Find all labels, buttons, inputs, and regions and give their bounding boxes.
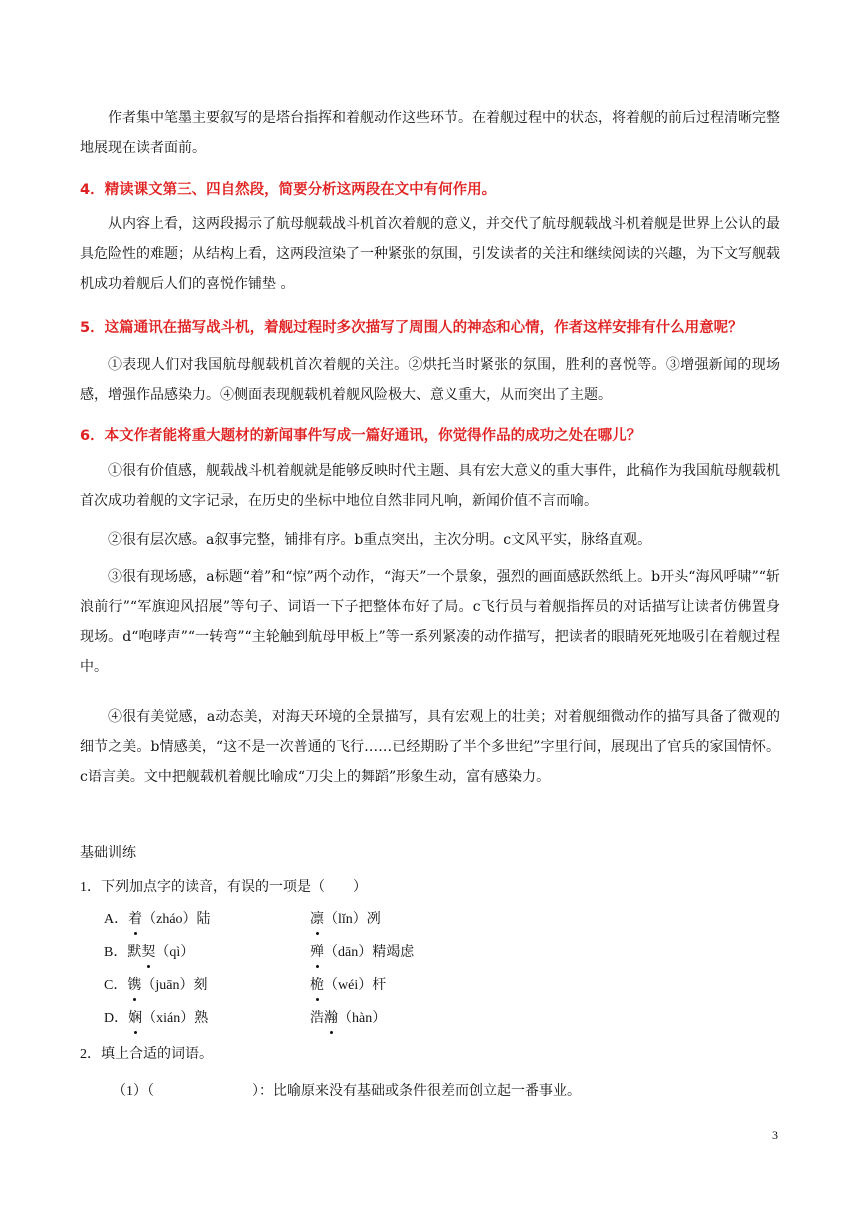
dotted-char: 桅 <box>310 974 324 998</box>
option-b-right: 殚（dān）精竭虑 <box>310 941 414 965</box>
dotted-char: 着 <box>128 908 142 932</box>
option-a-right: 凛（lǐn）冽 <box>310 908 381 932</box>
question-6: 6．本文作者能将重大题材的新闻事件写成一篇好通讯，你觉得作品的成功之处在哪儿？ <box>80 428 642 444</box>
answer-6-part-2: ②很有层次感。a叙事完整，铺排有序。b重点突出，主次分明。c文风平实，脉络直观。 <box>108 532 652 548</box>
answer-5: ①表现人们对我国航母舰载机首次着舰的关注。②烘托当时紧张的氛围，胜利的喜悦等。③增强新闻的现场感，增强作品感染力。④侧面表现舰载机着舰风险极大、意义重大，从而突出了主题。 <box>80 357 780 403</box>
dotted-char: 镌 <box>127 974 141 998</box>
page-number: 3 <box>772 1128 778 1142</box>
dotted-char: 殚 <box>310 941 324 965</box>
training-question-2: 2．填上合适的词语。 <box>80 1047 213 1062</box>
dotted-char: 契 <box>141 941 155 965</box>
training-question-2-item-1: （1）（ ）：比喻原来没有基础或条件很差而创立起一番事业。 <box>112 1084 581 1099</box>
question-4: 4．精读课文第三、四自然段，简要分析这两段在文中有何作用。 <box>80 182 497 198</box>
answer-4: 从内容上看，这两段揭示了航母舰载战斗机首次着舰的意义，并交代了航母舰载战斗机着舰是世界上公认的最具危险性的难题；从结构上看，这两段渲染了一种紧张的氛围，引发读者的关注和继续阅读的兴趣，为下文写舰载机成功着舰后人们的喜悦作铺垫 。 <box>80 216 780 292</box>
option-c-right: 桅（wéi）杆 <box>310 974 386 998</box>
dotted-char: 瀚 <box>324 1007 338 1031</box>
option-b-left: B．默契（qì） <box>104 941 194 965</box>
option-a-left: A．着（zháo）陆 <box>104 908 211 932</box>
dotted-char: 娴 <box>128 1007 142 1031</box>
answer-6-part-3: ③很有现场感，a标题“着”和“惊”两个动作，“海天”一个景象，强烈的画面感跃然纸上。b开头“海风呼啸”“斩浪前行”“军旗迎风招展”等句子、词语一下子把整体布好了局。c飞行员与着舰指挥员的对话描写让读者仿佛置身现场。d“咆哮声”“一转弯”“主轮触到航母甲板上”等一系列紧凑的动作描写，把读者的眼睛死死地吸引在着舰过程中。 <box>80 569 780 675</box>
option-c-left: C．镌（juān）刻 <box>104 974 207 998</box>
answer-6-part-4: ④很有美觉感，a动态美，对海天环境的全景描写，具有宏观上的壮美；对着舰细微动作的描写具备了微观的细节之美。b情感美，“这不是一次普通的飞行……已经期盼了半个多世纪”字里行间，展现出了官兵的家国情怀。c语言美。文中把舰载机着舰比喻成“刀尖上的舞蹈”形象生动，富有感染力。 <box>80 709 780 785</box>
question-5: 5．这篇通讯在描写战斗机，着舰过程时多次描写了周围人的神态和心情，作者这样安排有什么用意呢？ <box>80 320 743 336</box>
paragraph-intro: 作者集中笔墨主要叙写的是塔台指挥和着舰动作这些环节。在着舰过程中的状态，将着舰的前后过程清晰完整地展现在读者面前。 <box>80 110 780 156</box>
option-d-right: 浩瀚（hàn） <box>310 1007 386 1031</box>
dotted-char: 凛 <box>310 908 324 932</box>
training-question-1: 1．下列加点字的读音，有误的一项是（ ） <box>80 880 367 895</box>
answer-6-part-1: ①很有价值感，舰载战斗机着舰就是能够反映时代主题、具有宏大意义的重大事件，此稿作为我国航母舰载机首次成功着舰的文字记录，在历史的坐标中地位自然非同凡响，新闻价值不言而喻。 <box>80 463 780 509</box>
training-heading: 基础训练 <box>80 846 136 861</box>
option-d-left: D．娴（xián）熟 <box>104 1007 208 1031</box>
